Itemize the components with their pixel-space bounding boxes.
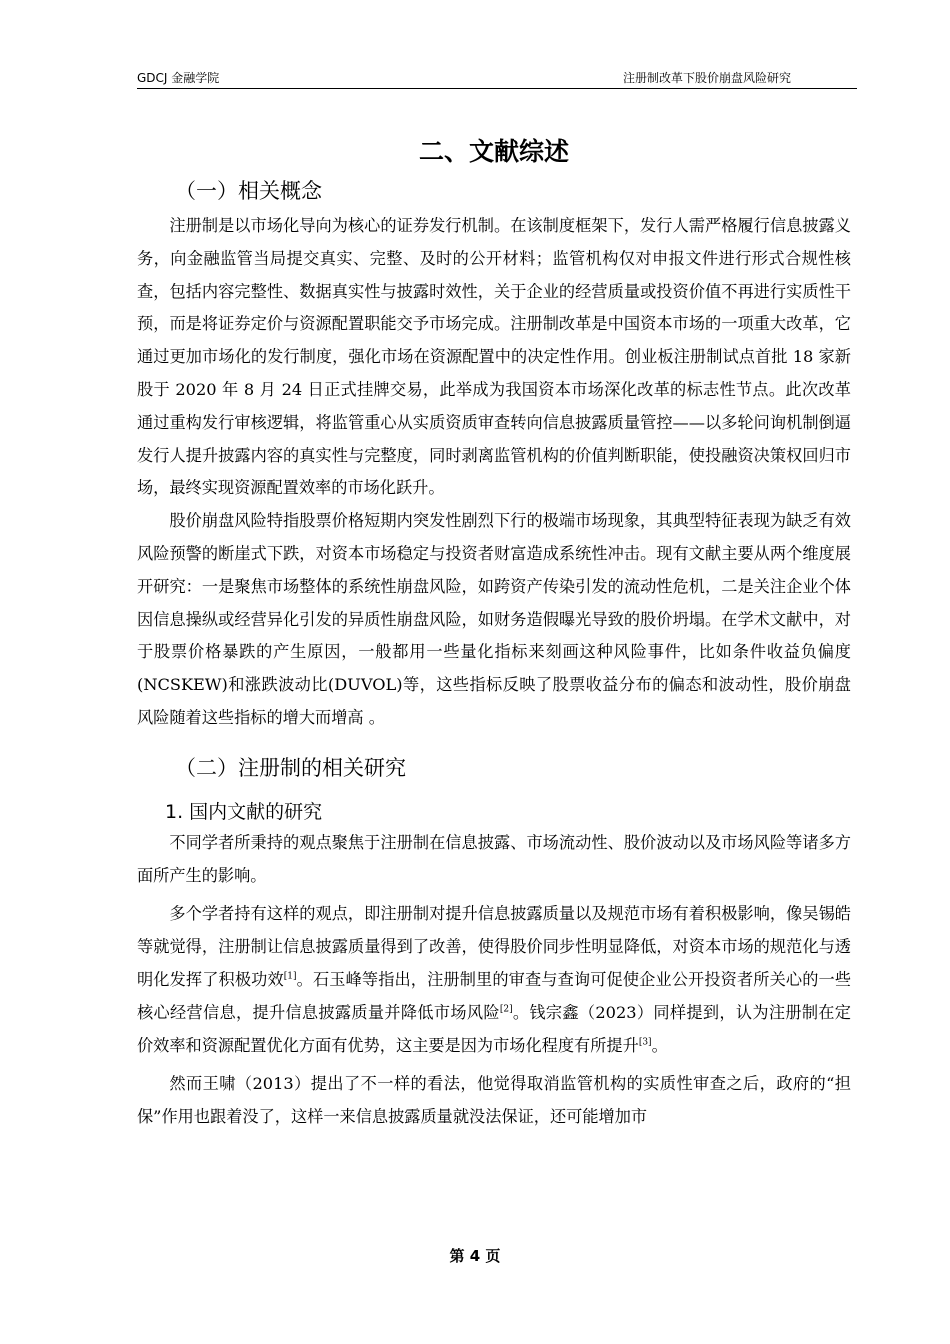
citation-1[interactable]: [1] [283, 971, 297, 982]
page-number: 第 4 页 [449, 1247, 501, 1265]
paragraph-crash-risk: 股价崩盘风险特指股票价格短期内突发性剧烈下行的极端市场现象，其典型特征表现为缺乏有效风险预警的断崖式下跌，对资本市场稳定与投资者财富造成系统性冲击。现有文献主要从两个维度展开研究：一是聚焦市场整体的系统性崩盘风险，如跨资产传染引发的流动性危机，二是关注企业个体因信息操纵或经营异化引发的异质性崩盘风险，如财务造假曝光导致的股价坍塌。在学术文献中，对于股票价格暴跌的产生原因，一般都用一些量化指标来刻画这种风险事件，比如条件收益负偏度(NCSKEW)和涨跌波动比(DUVOL)等，这些指标反映了股票收益分布的偏态和波动性，股价崩盘风险随着这些指标的增大而增高 。 [137, 511, 851, 727]
text-segment: 。钱宗鑫（2023）同样提到，认为注册制在定价效率和资源配置优化方面有优势，这主要是因为市场化程度有所提升 [137, 1002, 851, 1055]
paragraph-positive-views [137, 898, 851, 1062]
header-paper-title: 注册制改革下股价崩盘风险研究 [622, 71, 791, 85]
subsection-heading-domestic: 1. 国内文献的研究 [165, 800, 323, 823]
citation-3[interactable]: [3] [638, 1037, 652, 1048]
text-segment: 。 [651, 1035, 668, 1055]
section-heading-concepts: （一）相关概念 [175, 179, 322, 203]
paragraph-registration-system: 注册制是以市场化导向为核心的证券发行机制。在该制度框架下，发行人需严格履行信息披露义务，向金融监管当局提交真实、完整、及时的公开材料；监管机构仅对申报文件进行形式合规性核查，包括内容完整性、数据真实性与披露时效性，关于企业的经营质量或投资价值不再进行实质性干预，而是将证券定价与资源配置职能交予市场完成。注册制改革是中国资本市场的一项重大改革，它通过更加市场化的发行制度，强化市场在资源配置中的决定性作用。创业板注册制试点首批 18 家新股于 2020 年 8 月 24 日正式挂牌交易，此举成为我国资本市场深化改革的标志性节点。此次改革通过重构发行审核逻辑，将监管重心从实质资质审查转向信息披露质量管控——以多轮问询机制倒逼发行人提升披露内容的真实性与完整度，同时剥离监管机构的价值判断职能，使投融资决策权回归市场，最终实现资源配置效率的市场化跃升。 [137, 216, 851, 498]
paragraph-opposing-view: 然而王啸（2013）提出了不一样的看法，他觉得取消监管机构的实质性审查之后，政府的“担保”作用也跟着没了，这样一来信息披露质量就没法保证，还可能增加市 [137, 1074, 851, 1127]
chapter-title: 二、文献综述 [418, 137, 569, 166]
paragraph-scholar-views: 不同学者所秉持的观点聚焦于注册制在信息披露、市场流动性、股价波动以及市场风险等诸多方面所产生的影响。 [137, 832, 851, 885]
page-content [137, 128, 851, 1134]
header-institution: GDCJ 金融学院 [137, 71, 220, 85]
citation-2[interactable]: [2] [499, 1004, 513, 1015]
page-header [137, 70, 857, 89]
text-segment: 。石玉峰等指出，注册制里的审查与查询可促使企业公开投资者所关心的一些核心经营信息，提升信息披露质量并降低市场风险 [137, 969, 852, 1022]
text-segment: 多个学者持有这样的观点，即注册制对提升信息披露质量以及规范市场有着积极影响，像吴锡皓等就觉得，注册制让信息披露质量得到了改善，使得股价同步性明显降低，对资本市场的规范化与透明化发挥了积极功效 [137, 904, 851, 989]
section-heading-registration-research: （二）注册制的相关研究 [175, 755, 406, 780]
